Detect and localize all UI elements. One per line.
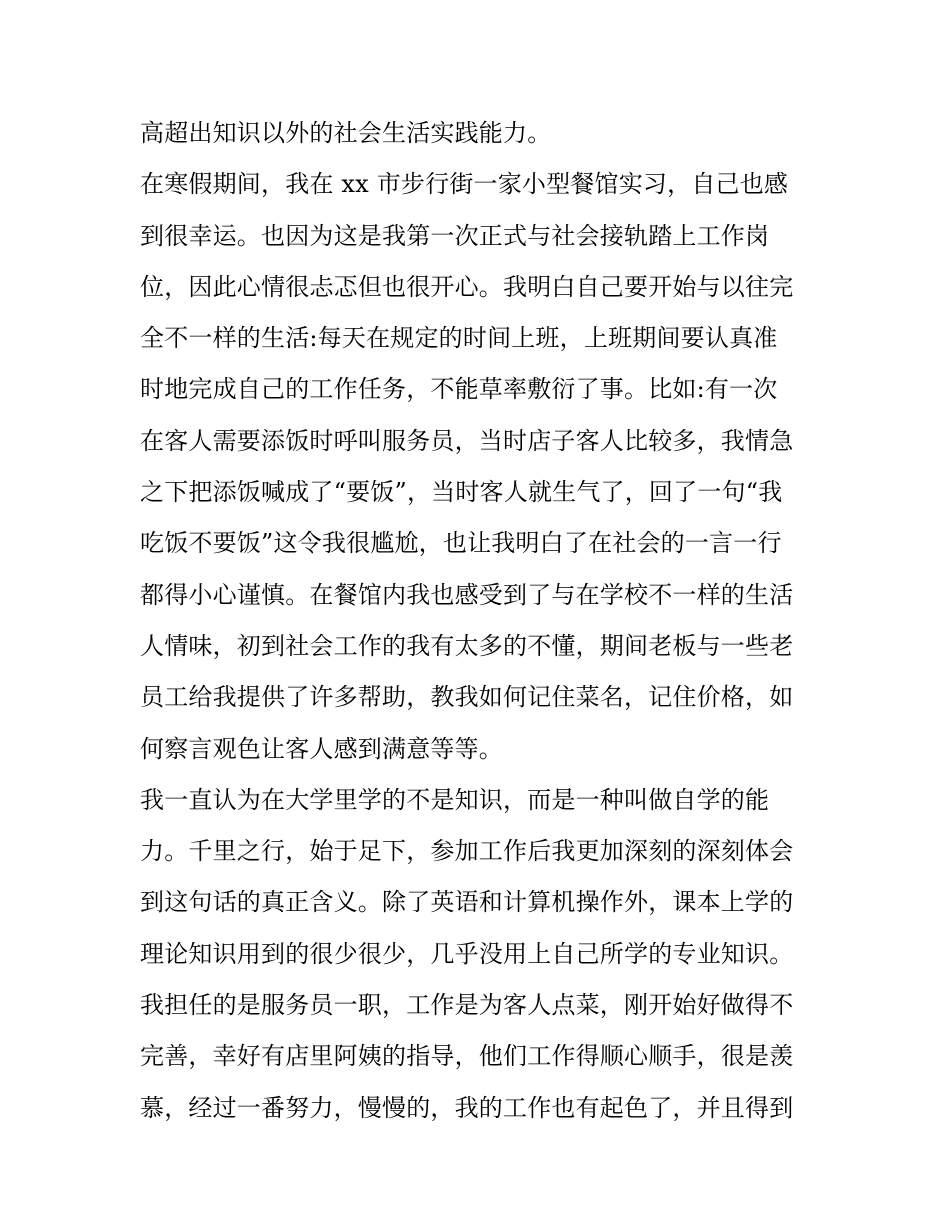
text-line: 理论知识用到的很少很少，几乎没用上自己所学的专业知识。 xyxy=(140,939,794,968)
text-line: 完善，幸好有店里阿姨的指导，他们工作得顺心顺手，很是羡 xyxy=(140,1042,794,1071)
text-line: 之下把添饭喊成了“要饭”，当时客人就生气了，回了一句“我 xyxy=(140,478,783,507)
text-line: 人情味，初到社会工作的我有太多的不懂，期间老板与一些老 xyxy=(140,631,794,660)
text-line: 都得小心谨慎。在餐馆内我也感受到了与在学校不一样的生活 xyxy=(140,580,794,609)
text-line: 时地完成自己的工作任务，不能草率敷衍了事。比如:有一次 xyxy=(140,375,778,404)
text-line: 何察言观色让客人感到满意等等。 xyxy=(140,734,503,763)
text-line: 到很幸运。也因为这是我第一次正式与社会接轨踏上工作岗 xyxy=(140,221,770,250)
text-line: 到这句话的真正含义。除了英语和计算机操作外，课本上学的 xyxy=(140,888,794,917)
text-line: 高超出知识以外的社会生活实践能力。 xyxy=(140,119,552,147)
text-line: 在客人需要添饭时呼叫服务员，当时店子客人比较多，我情急 xyxy=(140,426,794,455)
text-line: 吃饭不要饭”这令我很尴尬，也让我明白了在社会的一言一行 xyxy=(140,529,782,558)
text-line: 力。千里之行，始于足下，参加工作后我更加深刻的深刻体会 xyxy=(140,837,794,866)
body-text xyxy=(140,108,820,1134)
text-line: 员工给我提供了许多帮助，教我如何记住菜名，记住价格，如 xyxy=(140,683,794,712)
text-line: 慕，经过一番努力，慢慢的，我的工作也有起色了，并且得到 xyxy=(140,1093,794,1122)
text-line: 位，因此心情很忐忑但也很开心。我明白自己要开始与以往完 xyxy=(140,272,794,301)
text-line: 在寒假期间，我在 xx 市步行街一家小型餐馆实习，自己也感 xyxy=(140,170,789,199)
text-line: 我一直认为在大学里学的不是知识，而是一种叫做自学的能 xyxy=(140,785,770,814)
text-line: 我担任的是服务员一职，工作是为客人点菜，刚开始好做得不 xyxy=(140,991,794,1020)
text-line: 全不一样的生活:每天在规定的时间上班，上班期间要认真准 xyxy=(140,324,778,353)
